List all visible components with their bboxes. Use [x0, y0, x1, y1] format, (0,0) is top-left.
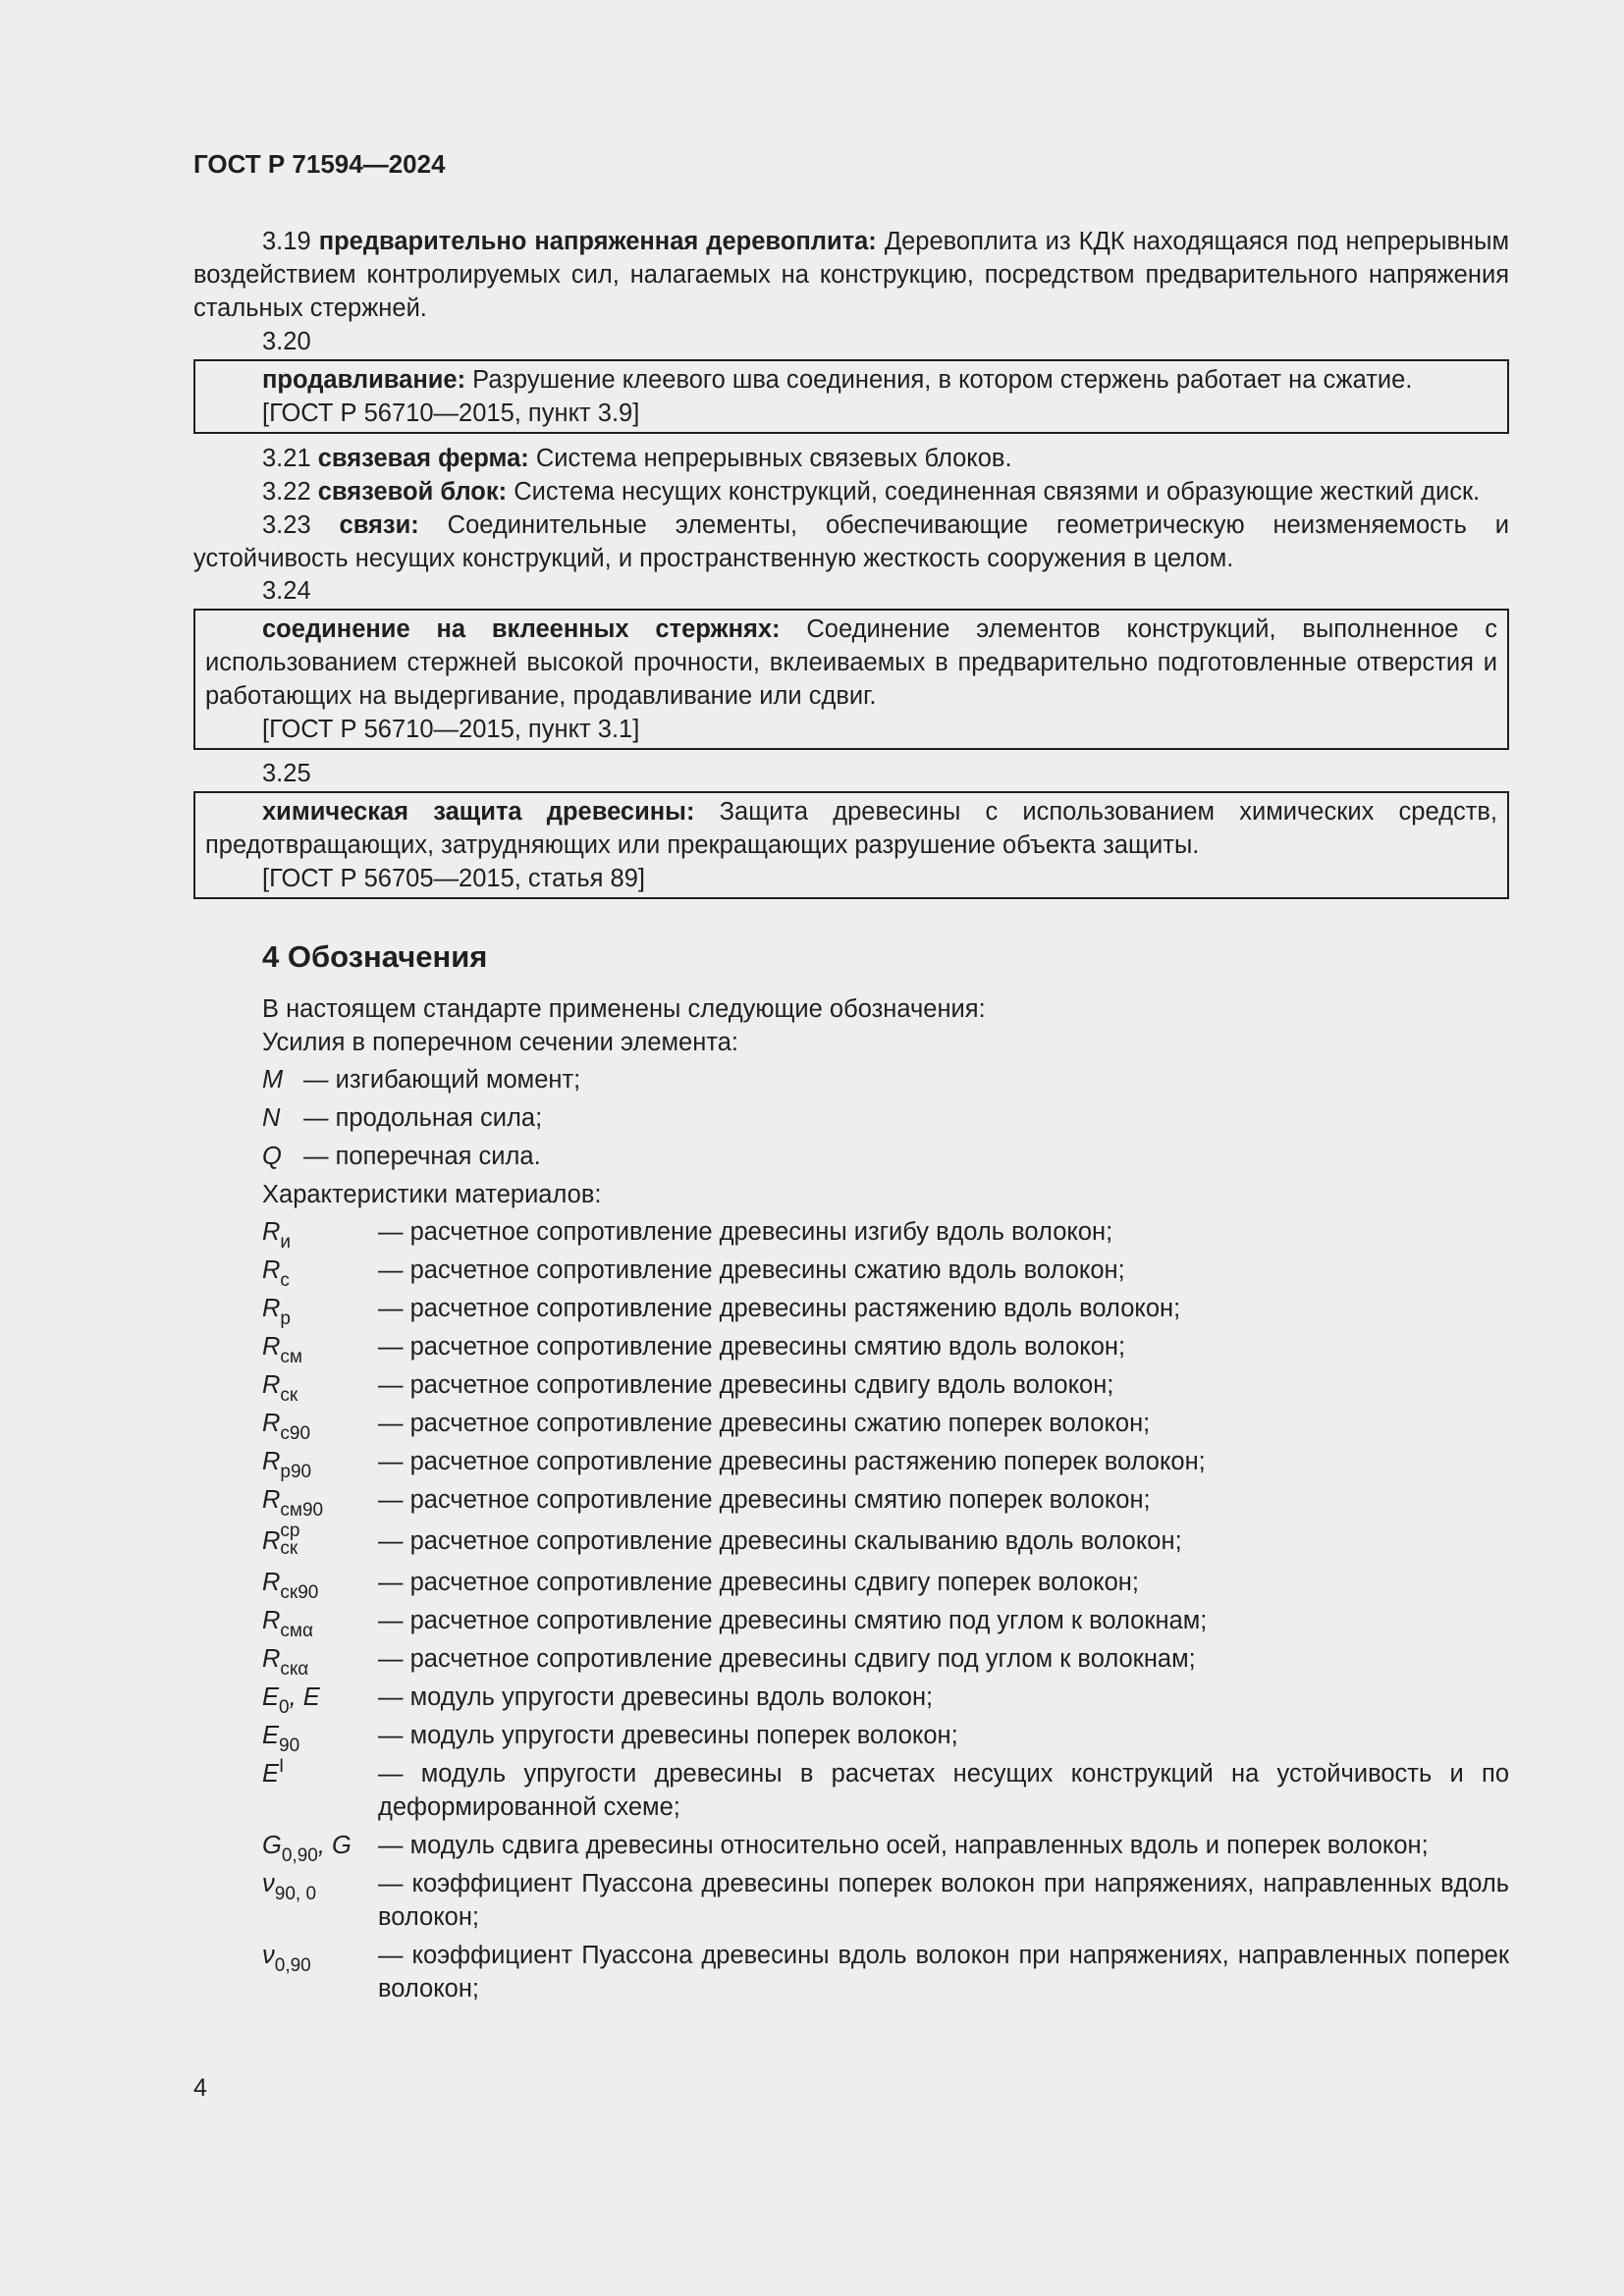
symbol-row [262, 1292, 1509, 1329]
symbol-description: — модуль упругости древесины вдоль волокон; [378, 1683, 934, 1712]
symbol [262, 1254, 378, 1291]
term-definition: Система несущих конструкций, соединенная связями и образующие жесткий диск. [514, 478, 1481, 506]
page-number: 4 [193, 2074, 207, 2102]
symbol-letter: ν [262, 1942, 275, 1970]
symbol [262, 1719, 378, 1757]
term-paragraph [205, 363, 1497, 397]
term-3-24 [193, 574, 1509, 750]
symbol-letter: R [262, 1218, 281, 1246]
symbol-subscript: 0 [279, 1697, 290, 1719]
term-title: соединение на вклеенных стержнях: [262, 615, 781, 643]
symbol-letter: R [262, 1410, 281, 1437]
term-3-20 [193, 325, 1509, 434]
symbol-superscript: I [279, 1756, 285, 1778]
symbol-subscript: ск [280, 1385, 298, 1406]
symbol-letter: ν [262, 1870, 275, 1898]
term-3-22 [193, 475, 1509, 508]
symbol-description: — модуль упругости древесины поперек волокон; [378, 1722, 958, 1750]
symbol-row [262, 1215, 1509, 1253]
term-paragraph [205, 795, 1497, 862]
symbol-description: — коэффициент Пуассона древесины вдоль волокон при напряжениях, направленных поперек волокон; [378, 1942, 1509, 2003]
symbol [262, 1521, 378, 1560]
symbol-letter: R [262, 1333, 281, 1361]
symbol-description: — расчетное сопротивление древесины растяжению поперек волокон; [378, 1448, 1206, 1475]
symbol-description: — модуль упругости древесины в расчетах несущих конструкций на устойчивость и по деформированной схеме; [378, 1760, 1509, 1822]
term-number: 3.25 [262, 760, 311, 787]
symbol-letter: R [262, 1256, 281, 1284]
term-3-23 [193, 508, 1509, 575]
symbol-row [262, 1604, 1509, 1642]
term-title: химическая защита древесины: [262, 798, 695, 826]
symbol-description: — расчетное сопротивление древесины растяжению вдоль волокон; [378, 1295, 1181, 1322]
symbol-letter: R [262, 1448, 281, 1475]
term-title: связевая ферма: [317, 445, 529, 472]
symbol-row [262, 1368, 1509, 1406]
symbol-subscript: 0,90 [281, 1845, 318, 1867]
symbol-superscript: ср [280, 1521, 300, 1542]
term-3-19 [193, 225, 1509, 325]
symbol-letter: R [262, 1569, 281, 1597]
symbol-description: — расчетное сопротивление древесины сдвигу поперек волокон; [378, 1569, 1139, 1597]
symbol [262, 1867, 378, 1905]
symbol-row [262, 1521, 1509, 1560]
symbol [262, 1368, 378, 1406]
symbol-subscript: р90 [280, 1462, 312, 1482]
symbol: M [262, 1066, 284, 1094]
symbol-row [262, 1063, 1509, 1096]
section-intro: В настоящем стандарте применены следующие обозначения: [262, 995, 986, 1023]
term-number: 3.19 [262, 228, 311, 255]
symbol-letter: R [262, 1486, 281, 1514]
term-definition: Соединительные элементы, обеспечивающие геометрическую неизменяемость и устойчивость несущих конструкций, и пространственную жесткость сооружения в целом. [193, 511, 1509, 572]
symbol-description: — расчетное сопротивление древесины сжатию поперек волокон; [378, 1410, 1151, 1437]
term-title: связевой блок: [317, 478, 508, 506]
term-definition: Система непрерывных связевых блоков. [535, 445, 1012, 472]
symbol [262, 1681, 378, 1719]
symbol [262, 1292, 378, 1329]
term-definition: Соединение элементов конструкций, выполненное с использованием стержней высокой прочности, вклеиваемых в предварительно подготовленные отверстия и работающих на выдергивание, продавливание или сдвиг. [205, 615, 1497, 710]
symbol-description: — изгибающий момент; [303, 1066, 581, 1094]
materials-list [262, 1215, 1509, 2005]
symbol-subscript: смα [280, 1621, 313, 1642]
symbol-row [262, 1867, 1509, 1934]
symbol-row [262, 1757, 1509, 1824]
document-header: ГОСТ Р 71594—2024 [193, 149, 446, 179]
symbol-alternate: , G [317, 1832, 352, 1860]
symbol-row [262, 1330, 1509, 1367]
symbol-letter: R [262, 1607, 281, 1635]
symbol-subscript: см90 [280, 1500, 324, 1521]
symbol-subscript: р [280, 1308, 291, 1329]
symbol-description: — поперечная сила. [303, 1143, 541, 1170]
symbol-row [262, 1681, 1509, 1719]
symbol-description: — расчетное сопротивление древесины сдвигу под углом к волокнам; [378, 1645, 1196, 1674]
symbol-subscript: см [280, 1347, 302, 1367]
symbol-description: — расчетное сопротивление древесины сдвигу вдоль волокон; [378, 1371, 1114, 1399]
symbol-description: — расчетное сопротивление древесины изгибу вдоль волокон; [378, 1218, 1113, 1246]
symbol-alternate: , E [289, 1683, 320, 1712]
symbol-description: — расчетное сопротивление древесины сжатию вдоль волокон; [378, 1256, 1125, 1284]
symbol-description: — расчетное сопротивление древесины смятию поперек волокон; [378, 1486, 1151, 1514]
symbol-letter: R [262, 1645, 281, 1674]
symbol [262, 1330, 378, 1367]
symbol-letter: R [262, 1371, 281, 1399]
symbol-subscript: ск90 [280, 1582, 319, 1604]
symbol-description: — расчетное сопротивление древесины скалыванию вдоль волокон; [378, 1527, 1182, 1555]
term-title: связи: [339, 511, 419, 539]
symbol-subscript: и [280, 1232, 292, 1253]
term-number: 3.23 [262, 511, 311, 539]
symbol-subscript: 90 [279, 1735, 300, 1757]
term-number: 3.20 [262, 328, 311, 355]
symbol-indices [280, 1522, 299, 1558]
term-title: продавливание: [262, 366, 466, 394]
term-box [193, 791, 1509, 899]
symbol-subscript: скα [280, 1659, 309, 1681]
term-3-25 [193, 757, 1509, 899]
forces-list [262, 1063, 1509, 1173]
symbol [262, 1566, 378, 1604]
symbol-row [262, 1566, 1509, 1604]
symbol-row [262, 1719, 1509, 1757]
symbol-row [262, 1483, 1509, 1521]
symbol-description: — расчетное сопротивление древесины смятию под углом к волокнам; [378, 1607, 1208, 1635]
symbol-row [262, 1642, 1509, 1681]
symbol-subscript: с90 [280, 1423, 311, 1444]
symbol: N [262, 1104, 281, 1132]
symbol-description: — продольная сила; [303, 1104, 543, 1132]
symbol-description: — коэффициент Пуассона древесины поперек волокон при напряжениях, направленных вдоль волокон; [378, 1870, 1509, 1932]
term-definition: Защита древесины с использованием химических средств, предотвращающих, затрудняющих или прекращающих разрушение объекта защиты. [205, 798, 1498, 859]
term-reference: [ГОСТ Р 56705—2015, статья 89] [262, 865, 645, 892]
symbol-letter: R [262, 1295, 281, 1322]
symbol-row [262, 1254, 1509, 1291]
term-reference: [ГОСТ Р 56710—2015, пункт 3.9] [262, 400, 640, 427]
symbol-row [262, 1445, 1509, 1482]
symbol-letter: G [262, 1832, 282, 1860]
symbol-description: — расчетное сопротивление древесины смятию вдоль волокон; [378, 1333, 1126, 1361]
term-title: предварительно напряженная деревоплита: [318, 228, 877, 255]
terms-3-21-3-23 [193, 442, 1509, 575]
symbol-subscript: 90, 0 [274, 1884, 317, 1905]
term-number: 3.22 [262, 478, 311, 506]
symbol-subscript: с [280, 1270, 290, 1291]
materials-heading: Характеристики материалов: [262, 1181, 602, 1208]
symbol-letter: E [262, 1722, 280, 1750]
term-box [193, 359, 1509, 434]
symbol [262, 1829, 378, 1867]
symbol-row [262, 1829, 1509, 1867]
term-number: 3.24 [262, 577, 311, 605]
term-definition: Деревоплита из КДК находящаяся под непрерывным воздействием контролируемых сил, налагаемых на конструкцию, посредством предварительного напряжения стальных стержней. [193, 228, 1509, 322]
term-paragraph [205, 613, 1497, 713]
symbol [262, 1407, 378, 1444]
term-3-21 [193, 442, 1509, 475]
symbol-row [262, 1101, 1509, 1135]
symbol [262, 1642, 378, 1681]
symbol-letter: E [262, 1760, 280, 1789]
symbol-letter: R [262, 1527, 281, 1555]
symbol-row [262, 1407, 1509, 1444]
term-box [193, 609, 1509, 750]
term-paragraph [193, 225, 1509, 325]
symbol-letter: E [262, 1683, 280, 1712]
symbol [262, 1757, 378, 1790]
term-number: 3.21 [262, 445, 311, 472]
section-4 [193, 937, 1509, 2010]
symbol [262, 1604, 378, 1642]
symbol-row [262, 1939, 1509, 2005]
symbol-subscript: ск [280, 1538, 298, 1560]
term-definition: Разрушение клеевого шва соединения, в котором стержень работает на сжатие. [472, 366, 1413, 394]
symbol-subscript: 0,90 [274, 1955, 311, 1977]
symbol [262, 1215, 378, 1253]
symbol [262, 1483, 378, 1521]
section-title: 4 Обозначения [262, 939, 488, 974]
symbol [262, 1939, 378, 1977]
symbol-description: — модуль сдвига древесины относительно осей, направленных вдоль и поперек волокон; [378, 1832, 1429, 1860]
term-reference: [ГОСТ Р 56710—2015, пункт 3.1] [262, 716, 640, 743]
symbol-row [262, 1140, 1509, 1173]
symbol [262, 1445, 378, 1482]
forces-heading: Усилия в поперечном сечении элемента: [262, 1029, 738, 1056]
symbol: Q [262, 1143, 282, 1170]
